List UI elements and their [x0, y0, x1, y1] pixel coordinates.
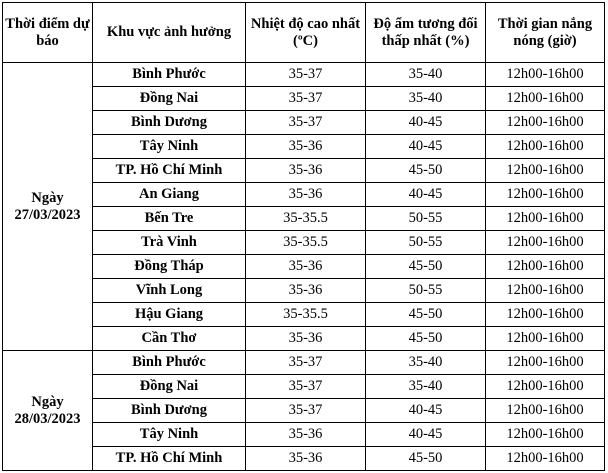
- max-temperature-cell: 35-37: [246, 87, 366, 111]
- heat-duration-cell: 12h00-16h00: [486, 303, 605, 327]
- heat-duration-cell: 12h00-16h00: [486, 447, 605, 471]
- heat-duration-cell: 12h00-16h00: [486, 279, 605, 303]
- forecast-date-value: 27/03/2023: [14, 206, 81, 223]
- max-temperature-cell: 35-35.5: [246, 207, 366, 231]
- table-row: [3, 279, 605, 303]
- max-temperature-cell: 35-37: [246, 63, 366, 87]
- min-humidity-cell: 50-55: [366, 279, 486, 303]
- forecast-date-label: Ngày: [31, 393, 64, 410]
- min-humidity-cell: 45-50: [366, 447, 486, 471]
- heat-duration-cell: 12h00-16h00: [486, 255, 605, 279]
- max-temperature-cell: 35-35.5: [246, 231, 366, 255]
- min-humidity-cell: 45-50: [366, 303, 486, 327]
- table-row: [3, 375, 605, 399]
- table-row: [3, 111, 605, 135]
- max-temperature-cell: 35-37: [246, 351, 366, 375]
- min-humidity-cell: 35-40: [366, 63, 486, 87]
- region-cell: An Giang: [93, 183, 246, 207]
- heat-duration-cell: 12h00-16h00: [486, 63, 605, 87]
- region-cell: Trà Vinh: [93, 231, 246, 255]
- min-humidity-cell: 40-45: [366, 423, 486, 447]
- min-humidity-cell: 40-45: [366, 135, 486, 159]
- forecast-date-value: 28/03/2023: [14, 410, 81, 427]
- region-cell: Tây Ninh: [93, 423, 246, 447]
- heat-duration-cell: 12h00-16h00: [486, 231, 605, 255]
- max-temperature-cell: 35-36: [246, 255, 366, 279]
- min-humidity-cell: 35-40: [366, 87, 486, 111]
- region-cell: Vĩnh Long: [93, 279, 246, 303]
- table-row: [3, 159, 605, 183]
- header-forecast-time: Thời điểm dự báo: [3, 3, 93, 63]
- header-affected-area: Khu vực ảnh hưởng: [93, 3, 246, 63]
- min-humidity-cell: 40-45: [366, 111, 486, 135]
- max-temperature-cell: 35-36: [246, 135, 366, 159]
- heat-duration-cell: 12h00-16h00: [486, 375, 605, 399]
- header-min-humidity: Độ ẩm tương đối thấp nhất (%): [366, 3, 486, 63]
- heat-duration-cell: 12h00-16h00: [486, 327, 605, 351]
- max-temperature-cell: 35-35.5: [246, 303, 366, 327]
- table-row: [3, 423, 605, 447]
- region-cell: Bình Dương: [93, 399, 246, 423]
- min-humidity-cell: 50-55: [366, 207, 486, 231]
- min-humidity-cell: 40-45: [366, 399, 486, 423]
- heat-duration-cell: 12h00-16h00: [486, 351, 605, 375]
- min-humidity-cell: 45-50: [366, 255, 486, 279]
- region-cell: Đồng Tháp: [93, 255, 246, 279]
- forecast-date-cell: [3, 351, 93, 471]
- region-cell: Bến Tre: [93, 207, 246, 231]
- max-temperature-cell: 35-37: [246, 399, 366, 423]
- region-cell: Bình Phước: [93, 351, 246, 375]
- heat-duration-cell: 12h00-16h00: [486, 423, 605, 447]
- heat-duration-cell: 12h00-16h00: [486, 399, 605, 423]
- max-temperature-cell: 35-37: [246, 375, 366, 399]
- region-cell: Cần Thơ: [93, 327, 246, 351]
- table-row: [3, 231, 605, 255]
- table-row: [3, 63, 605, 87]
- table-row: [3, 207, 605, 231]
- min-humidity-cell: 45-50: [366, 327, 486, 351]
- max-temperature-cell: 35-36: [246, 327, 366, 351]
- header-row: [3, 3, 605, 63]
- region-cell: Đồng Nai: [93, 87, 246, 111]
- table-row: [3, 183, 605, 207]
- min-humidity-cell: 35-40: [366, 375, 486, 399]
- forecast-table: [2, 2, 605, 471]
- region-cell: Tây Ninh: [93, 135, 246, 159]
- table-body: [3, 63, 605, 471]
- table-row: [3, 351, 605, 375]
- min-humidity-cell: 45-50: [366, 159, 486, 183]
- header-heat-duration: Thời gian nắng nóng (giờ): [486, 3, 605, 63]
- table-row: [3, 255, 605, 279]
- forecast-date-label: Ngày: [31, 189, 64, 206]
- table-row: [3, 303, 605, 327]
- max-temperature-cell: 35-36: [246, 159, 366, 183]
- max-temperature-cell: 35-37: [246, 111, 366, 135]
- min-humidity-cell: 40-45: [366, 183, 486, 207]
- max-temperature-cell: 35-36: [246, 183, 366, 207]
- heat-duration-cell: 12h00-16h00: [486, 207, 605, 231]
- header-max-temperature: Nhiệt độ cao nhất (ºC): [246, 3, 366, 63]
- heat-duration-cell: 12h00-16h00: [486, 111, 605, 135]
- table-row: [3, 327, 605, 351]
- min-humidity-cell: 35-40: [366, 351, 486, 375]
- min-humidity-cell: 50-55: [366, 231, 486, 255]
- region-cell: Hậu Giang: [93, 303, 246, 327]
- heat-duration-cell: 12h00-16h00: [486, 183, 605, 207]
- table-row: [3, 399, 605, 423]
- table-row: [3, 447, 605, 471]
- region-cell: TP. Hồ Chí Minh: [93, 159, 246, 183]
- heat-duration-cell: 12h00-16h00: [486, 87, 605, 111]
- table-row: [3, 135, 605, 159]
- forecast-date-cell: [3, 63, 93, 351]
- region-cell: Bình Dương: [93, 111, 246, 135]
- max-temperature-cell: 35-36: [246, 423, 366, 447]
- region-cell: TP. Hồ Chí Minh: [93, 447, 246, 471]
- heat-duration-cell: 12h00-16h00: [486, 159, 605, 183]
- region-cell: Đồng Nai: [93, 375, 246, 399]
- max-temperature-cell: 35-36: [246, 447, 366, 471]
- table-header: [3, 3, 605, 63]
- heat-duration-cell: 12h00-16h00: [486, 135, 605, 159]
- region-cell: Bình Phước: [93, 63, 246, 87]
- max-temperature-cell: 35-36: [246, 279, 366, 303]
- table-row: [3, 87, 605, 111]
